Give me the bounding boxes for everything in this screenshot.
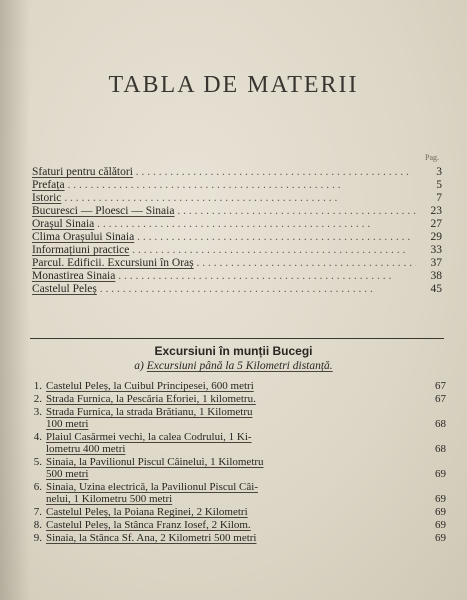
toc-entry-text: Prefața	[32, 179, 65, 191]
excursion-text-line: lometru 400 metri	[46, 443, 126, 455]
page-column-label: Pag.	[425, 153, 439, 162]
excursion-item	[28, 431, 446, 455]
toc-entry-text: Orașul Sinaia	[32, 218, 95, 230]
excursion-number: 1.	[33, 380, 42, 392]
toc-row	[32, 205, 442, 218]
excursion-item	[28, 393, 446, 405]
excursion-text-line: Sinaia, Uzina electrică, la Pavilionul Piscul Câi-	[46, 481, 258, 493]
excursion-text	[46, 506, 416, 518]
excursion-page-number: 67	[435, 393, 446, 405]
excursion-text-line: Strada Furnica, la Pescăria Eforiei, 1 kilometru.	[46, 393, 256, 405]
toc-entry-label	[32, 192, 416, 205]
toc-page-number: 38	[430, 270, 442, 282]
toc-entry-label	[32, 179, 416, 192]
section-sub-text: Excursiuni până la 5 Kilometri distanță.	[146, 360, 333, 372]
excursion-number: 7.	[33, 506, 42, 518]
excursion-item	[28, 532, 446, 544]
excursion-text-line: Sinaia, la Stânca Sf. Ana, 2 Kilometri 500 metri	[46, 532, 257, 544]
excursion-page-number: 69	[435, 519, 446, 531]
section-sub-prefix: a)	[134, 360, 144, 372]
excursion-number: 8.	[33, 519, 42, 531]
excursion-text-line: 100 metri	[46, 418, 89, 430]
toc-entry-text: Clima Orașului Sinaia	[32, 231, 135, 243]
page-title: TABLA DE MATERII	[108, 72, 359, 98]
excursion-text	[46, 481, 416, 505]
section-divider	[30, 338, 444, 339]
toc-entry-label	[32, 257, 416, 270]
toc-page-number: 7	[436, 192, 442, 204]
toc-entry-text: Parcul. Edificii. Excursiuni în Oraș	[32, 257, 194, 269]
toc-page-number: 27	[430, 218, 442, 230]
toc-page-number: 3	[436, 166, 442, 178]
excursion-text	[46, 532, 416, 544]
toc-entry-label	[32, 270, 416, 283]
toc-page-number: 33	[430, 244, 442, 256]
toc-entry-text: Informațiuni practice	[32, 244, 130, 256]
toc-row	[32, 231, 442, 244]
toc-row	[32, 270, 442, 283]
excursion-text-line: Sinaia, la Pavilionul Piscul Câinelui, 1 Kilometru	[46, 456, 264, 468]
toc-page-number: 23	[430, 205, 442, 217]
excursion-text	[46, 431, 416, 455]
excursion-page-number: 69	[435, 468, 446, 480]
excursion-number: 2.	[33, 393, 42, 405]
excursion-page-number: 67	[435, 380, 446, 392]
toc-entry-text: Sfaturi pentru călători	[32, 166, 133, 178]
toc-row	[32, 283, 442, 296]
toc-entry-text: Castelul Peleș	[32, 283, 97, 295]
toc-entry-label	[32, 283, 416, 296]
excursion-text-line: Castelul Peleș, la Cuibul Principesei, 600 metri	[46, 380, 254, 392]
toc-entry-text: Istoric	[32, 192, 62, 204]
excursion-number: 5.	[33, 456, 42, 468]
excursion-number: 3.	[33, 406, 42, 418]
excursion-page-number: 68	[435, 443, 446, 455]
toc-entry-text: Bucuresci — Ploesci — Sinaia	[32, 205, 175, 217]
excursion-number: 6.	[33, 481, 42, 493]
excursion-page-number: 69	[435, 532, 446, 544]
excursion-text-line: Plaiul Casărmei vechi, la calea Codrului, 1 Ki-	[46, 431, 252, 443]
toc-page-number: 37	[430, 257, 442, 269]
excursion-page-number: 68	[435, 418, 446, 430]
table-of-contents	[32, 166, 442, 296]
excursion-text	[46, 456, 416, 480]
excursion-list	[28, 380, 446, 545]
excursion-number: 4.	[33, 431, 42, 443]
section-heading: Excursiuni în munții Bucegi	[154, 344, 313, 358]
excursion-text-line: Castelul Peleș, la Poiana Reginei, 2 Kilometri	[46, 506, 248, 518]
excursion-item	[28, 380, 446, 392]
toc-entry-label	[32, 205, 416, 218]
excursion-text	[46, 380, 416, 392]
toc-entry-label	[32, 166, 416, 179]
toc-entry-label	[32, 218, 416, 231]
toc-row	[32, 218, 442, 231]
toc-row	[32, 257, 442, 270]
excursion-text-line: Strada Furnica, la strada Brătianu, 1 Kilometru	[46, 406, 253, 418]
toc-page-number: 45	[430, 283, 442, 295]
excursion-item	[28, 406, 446, 430]
excursion-item	[28, 506, 446, 518]
toc-entry-label	[32, 244, 416, 257]
excursion-page-number: 69	[435, 506, 446, 518]
toc-page-number: 5	[436, 179, 442, 191]
excursion-page-number: 69	[435, 493, 446, 505]
excursion-text-line: 500 metri	[46, 468, 89, 480]
excursion-text-line: Castelul Peleș, la Stânca Franz Iosef, 2 Kilom.	[46, 519, 251, 531]
excursion-item	[28, 519, 446, 531]
excursion-text	[46, 406, 416, 430]
toc-entry-label	[32, 231, 416, 244]
toc-entry-text: Monastirea Sinaia	[32, 270, 116, 282]
toc-row	[32, 192, 442, 205]
excursion-number: 9.	[33, 532, 42, 544]
excursion-item	[28, 481, 446, 505]
toc-row	[32, 244, 442, 257]
toc-page-number: 29	[430, 231, 442, 243]
excursion-text	[46, 393, 416, 405]
toc-row	[32, 166, 442, 179]
excursion-text	[46, 519, 416, 531]
section-subheading	[0, 360, 467, 372]
excursion-text-line: nelui, 1 Kilometru 500 metri	[46, 493, 173, 505]
toc-row	[32, 179, 442, 192]
excursion-item	[28, 456, 446, 480]
